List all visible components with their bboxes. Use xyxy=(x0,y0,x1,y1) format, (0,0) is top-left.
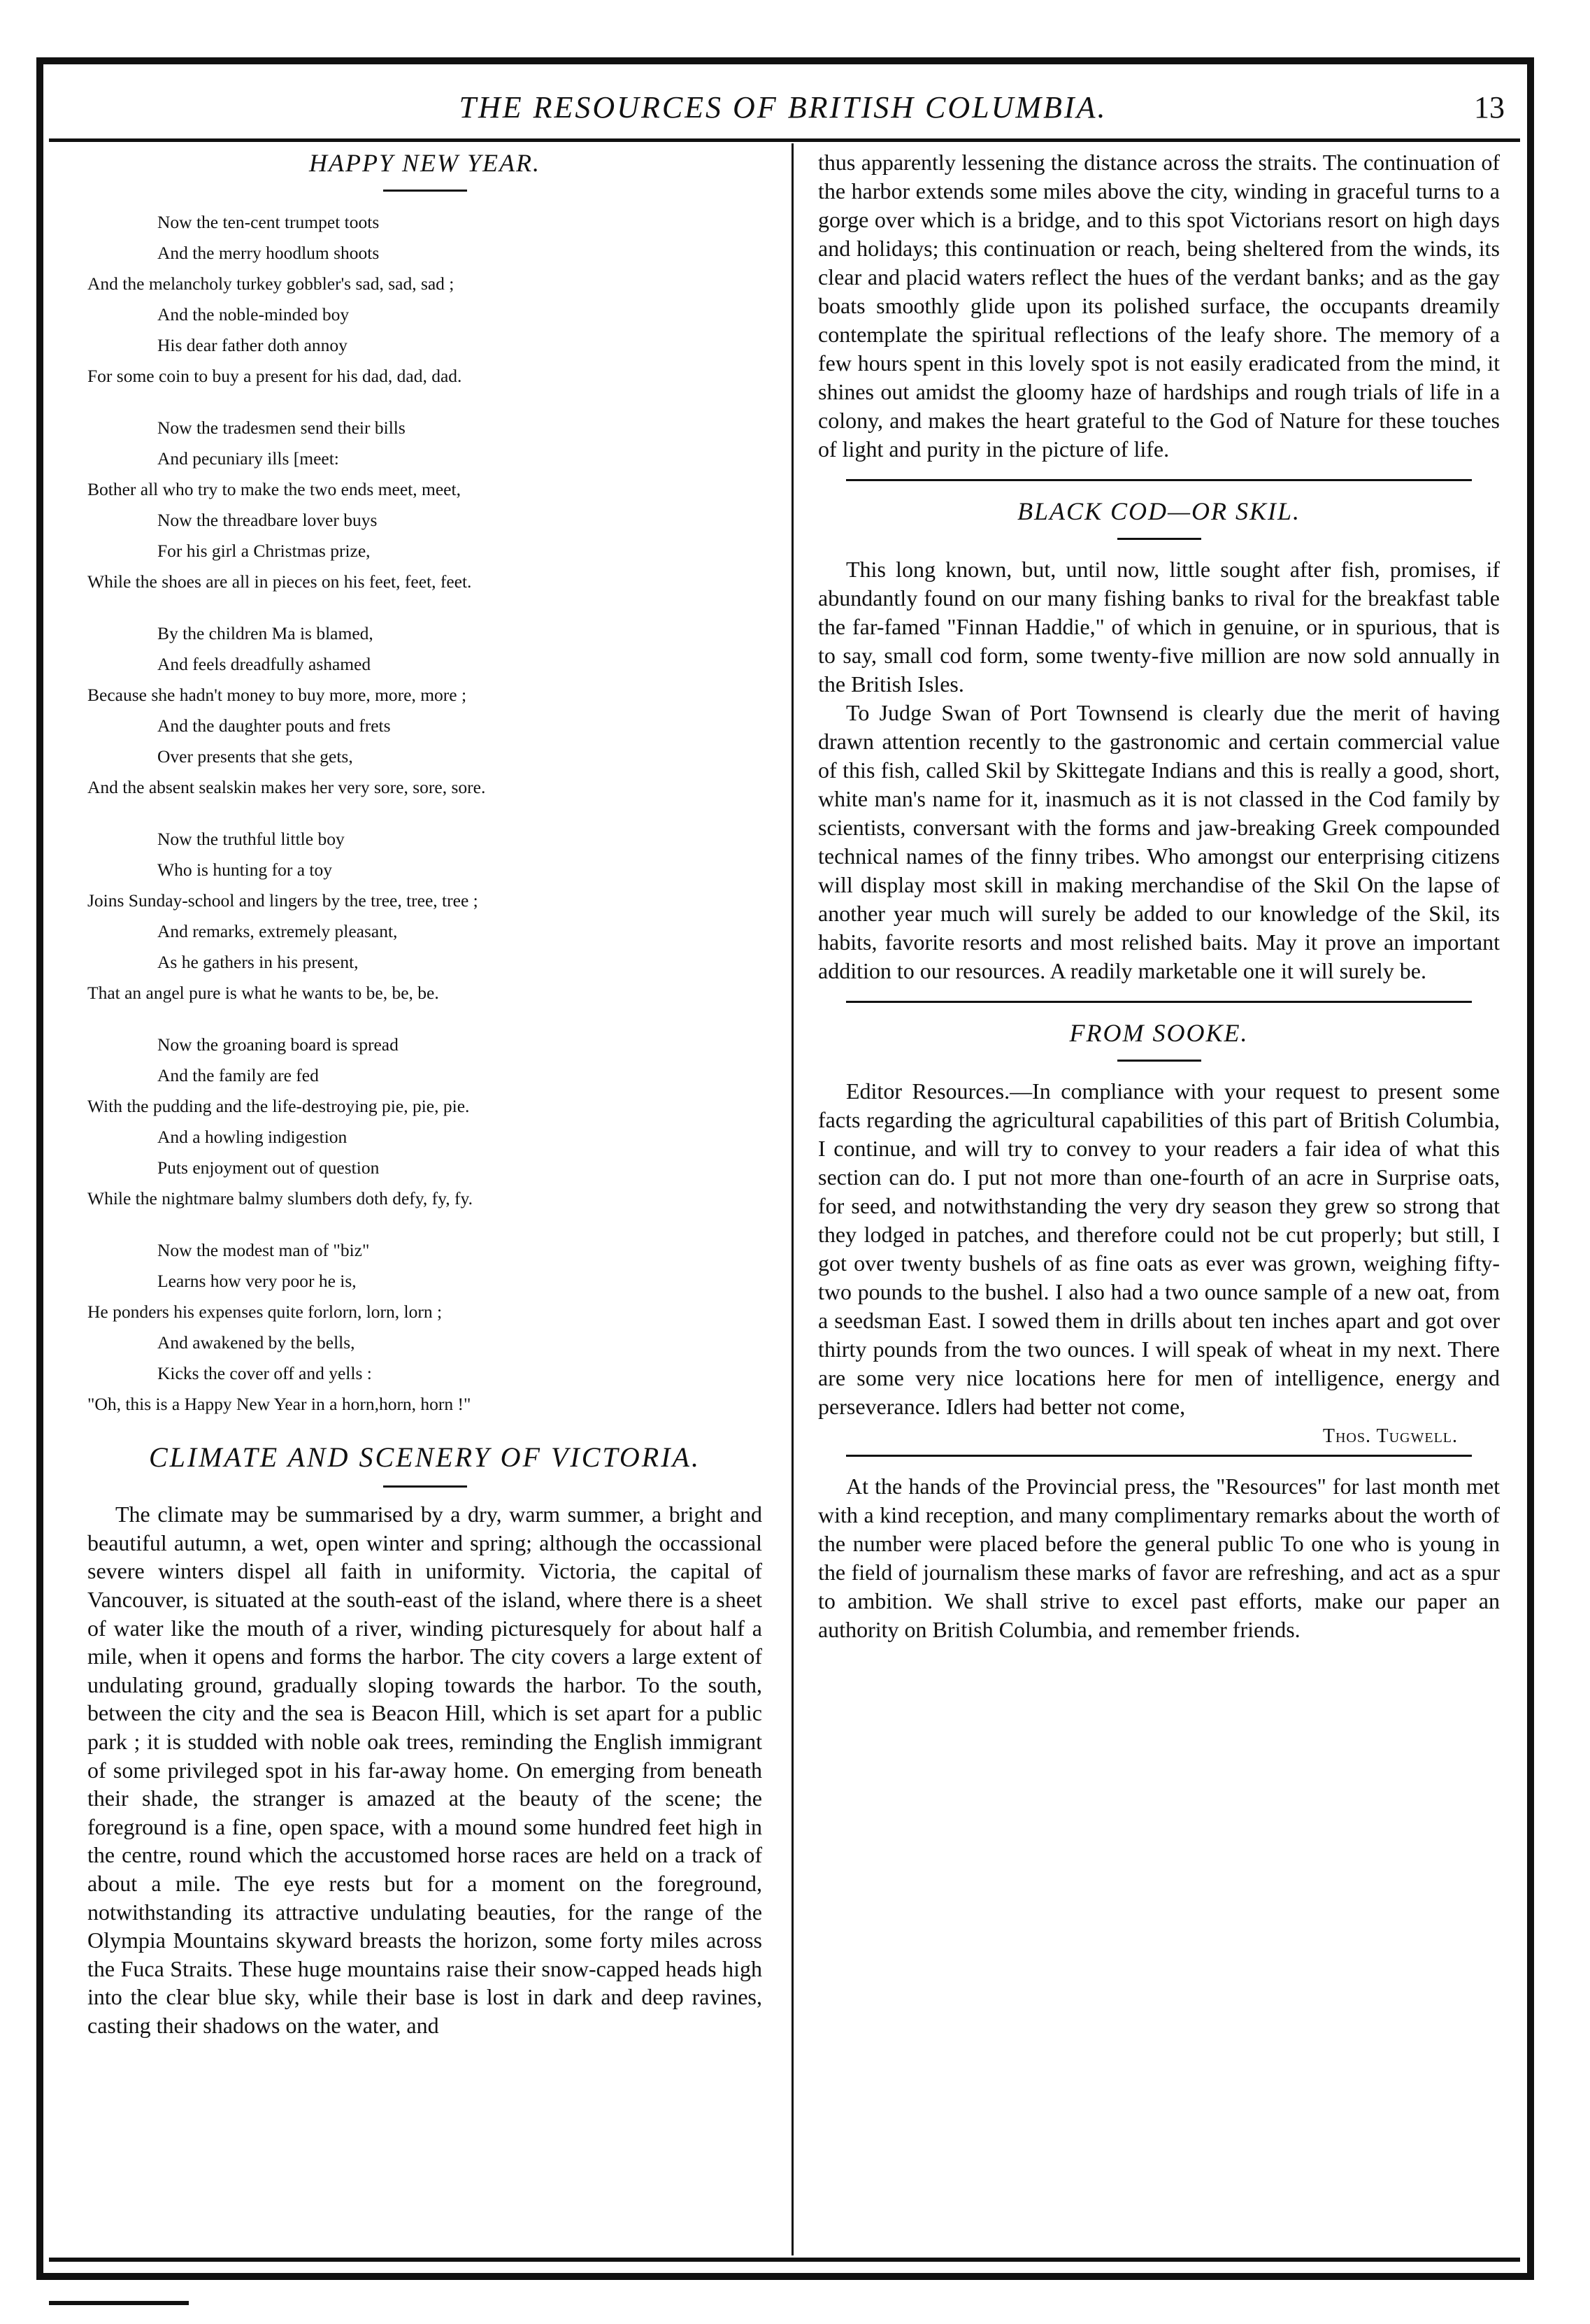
poem-line: And the melancholy turkey gobbler's sad, sad, sad ; xyxy=(87,273,454,294)
poem-line: That an angel pure is what he wants to be, be, be. xyxy=(87,983,439,1004)
title-rule xyxy=(383,190,467,192)
poem-line: Now the truthful little boy xyxy=(157,829,345,850)
poem-line: With the pudding and the life-destroying pie, pie, pie. xyxy=(87,1096,470,1117)
poem-line: Now the groaning board is spread xyxy=(157,1034,399,1055)
black-cod-title: BLACK COD—OR SKIL. xyxy=(1017,497,1301,525)
poem-line: And the noble-minded boy xyxy=(157,304,350,325)
climate-title: CLIMATE AND SCENERY OF VICTORIA. xyxy=(148,1441,701,1474)
header-rule xyxy=(49,138,1520,142)
sooke-letter: Editor Resources.—In compliance with your request to present some facts regarding the agricultural capabilities of this part of British Columbia, I continue, and will try to convey to your readers a fair idea of what this section can do. I put not more than one-fourth of an acre in Surprise oats, for seed, and notwithstanding the very dry season they grew so strong that they lodged in patches, and therefore could not be cut properly; but still, I got over twenty bushels of as fine oats as ever was grown, weighing fifty-two pounds to the bushel. I also had a two ounce sample of a new oat, from a seedsman East. I sowed them in drills about ten inches apart and got over thirty pounds from the two ounces. I will speak of wheat in my next. There are some very nice locations here for men of intelligence, energy and perseverance. Idlers had better not come, xyxy=(818,1078,1500,1420)
title-rule xyxy=(1117,538,1201,540)
poem-line: "Oh, this is a Happy New Year in a horn,horn, horn !" xyxy=(87,1394,471,1415)
poem-stanza xyxy=(87,1235,762,1420)
poem-line: And pecuniary ills [meet: xyxy=(157,448,339,469)
poem-line: Now the ten-cent trumpet toots xyxy=(157,212,380,233)
poem-line: And remarks, extremely pleasant, xyxy=(157,921,398,942)
black-cod-paragraph-2: To Judge Swan of Port Townsend is clearly due the merit of having drawn attention recently to the gastronomic and certain commercial value of this fish, called Skil by Skittegate Indians and this is really a good, short, white man's name for it, inasmuch as it is not classed in the Cod family by scientists, conversant with the forms and jaw-breaking Greek compounded technical names of the finny tribes. Who amongst our enterprising citizens will display most skill in making merchandise of the Skil On the lapse of another year much will surely be added to our knowledge of the Skil, its habits, favorite resorts and most relished baits. May it prove an important addition to our resources. A readily marketable one it will surely be. xyxy=(818,700,1500,984)
poem-line: By the children Ma is blamed, xyxy=(157,623,373,644)
poem-title: HAPPY NEW YEAR. xyxy=(309,149,540,177)
left-column xyxy=(87,148,762,2039)
climate-continuation: thus apparently lessening the distance across the straits. The continuation of the harbor extends some miles above the city, winding in graceful turns to a gorge over which is a bridge, and to this spot Victorians resort on high days and holidays; this continuation or reach, being sheltered from the winds, its clear and placid waters reflect the hues of the verdant banks; and as the gay boats smoothly glide upon its polished surface, the occupants dreamily contemplate the spiritual reflections of the leafy shore. The memory of a few hours spent in this lovely spot is not easily eradicated from the mind, it shines out amidst the gloomy haze of hardships and rough trials of life in a colony, and makes the heart grateful to the God of Nature for these touches of light and purity in the picture of life. xyxy=(818,150,1500,462)
poem-line: Joins Sunday-school and lingers by the tree, tree, tree ; xyxy=(87,890,478,911)
right-column xyxy=(818,148,1500,1644)
climate-body: The climate may be summarised by a dry, warm summer, a bright and beautiful autumn, a wet, open winter and spring; although the occassional severe winters dispel all faith in uniformity. Victoria, the capital of Vancouver, is situated at the south-east of the island, where there is a sheet of water like the mouth of a river, winding picturesquely for about half a mile, when it opens and forms the harbor. The city covers a large extent of undulating ground, gradually sloping towards the harbor. To the south, between the city and the sea is Beacon Hill, which is set apart for a public park ; it is studded with noble oak trees, reminding the English immigrant of some privileged spot in his far-away home. On emerging from beneath their shade, the stranger is amazed at the beauty of the scene; the foreground is a fine, open space, with a mound some hundred feet high in the centre, round which the accustomed horse races are held on a track of about a mile. The eye rests but for a moment on the foreground, notwithstanding its attractive undulating beauties, for the range of the Olympia Mountains skyward breasts the horizon, some forty miles across the Fuca Straits. These huge mountains raise their snow-capped heads high into the clear blue sky, while their base is lost in dark and deep ravines, casting their shadows on the water, and xyxy=(87,1502,762,2038)
poem-stanza xyxy=(87,824,762,1008)
letter-signature: Thos. Tugwell. xyxy=(1322,1425,1458,1448)
sooke-title: FROM SOOKE. xyxy=(1069,1019,1249,1048)
title-rule xyxy=(383,1485,467,1488)
poem-line: Learns how very poor he is, xyxy=(157,1271,357,1292)
poem-line: Now the threadbare lover buys xyxy=(157,510,378,531)
poem-line: While the shoes are all in pieces on his feet, feet, feet. xyxy=(87,571,472,592)
poem-line: And the family are fed xyxy=(157,1065,319,1086)
section-rule xyxy=(846,1001,1472,1003)
poem-line: Over presents that she gets, xyxy=(157,746,353,767)
section-rule xyxy=(846,1455,1472,1457)
page-corner-mark xyxy=(49,2301,189,2305)
column-divider xyxy=(792,143,794,2255)
poem-line: And the daughter pouts and frets xyxy=(157,715,391,736)
poem-line: Because she hadn't money to buy more, more, more ; xyxy=(87,685,467,706)
title-rule xyxy=(1117,1060,1201,1062)
page-number: 13 xyxy=(1474,90,1505,124)
poem-line: For his girl a Christmas prize, xyxy=(157,541,371,562)
poem-line: Puts enjoyment out of question xyxy=(157,1157,380,1178)
publication-title: THE RESOURCES OF BRITISH COLUMBIA. xyxy=(459,90,1108,124)
poem-stanza xyxy=(87,413,762,597)
press-note: At the hands of the Provincial press, the "Resources" for last month met with a kind reception, and many complimentary remarks about the worth of the number were placed before the general public To one who is young in the field of journalism these marks of favor are refreshing, and act as a spur to ambition. We shall strive to excel past efforts, make our paper an authority on British Columbia, and remember friends. xyxy=(818,1474,1500,1643)
poem-line: For some coin to buy a present for his dad, dad, dad. xyxy=(87,366,462,387)
poem-line: And awakened by the bells, xyxy=(157,1332,355,1353)
poem-line: Who is hunting for a toy xyxy=(157,860,333,881)
running-header xyxy=(56,90,1510,134)
black-cod-paragraph-1: This long known, but, until now, little sought after fish, promises, if abundantly found on our many fishing banks to rival for the breakfast table the far-famed "Finnan Haddie," of which in genuine, or in spurious, that is to say, small cod form, some twenty-five million are now sold annually in the British Isles. xyxy=(818,557,1500,697)
poem-line: His dear father doth annoy xyxy=(157,335,348,356)
poem-line: Bother all who try to make the two ends meet, meet, xyxy=(87,479,461,500)
section-rule xyxy=(846,479,1472,481)
poem-line: Now the tradesmen send their bills xyxy=(157,418,406,439)
poem-line: And the merry hoodlum shoots xyxy=(157,243,380,264)
poem-line: And the absent sealskin makes her very sore, sore, sore. xyxy=(87,777,486,798)
poem-line: And feels dreadfully ashamed xyxy=(157,654,371,675)
poem-line: While the nightmare balmy slumbers doth defy, fy, fy. xyxy=(87,1188,473,1209)
poem-stanza xyxy=(87,1029,762,1214)
poem xyxy=(87,207,762,1420)
poem-line: Now the modest man of "biz" xyxy=(157,1240,370,1261)
poem-line: He ponders his expenses quite forlorn, lorn, lorn ; xyxy=(87,1302,443,1323)
poem-stanza xyxy=(87,618,762,803)
poem-line: And a howling indigestion xyxy=(157,1127,348,1148)
poem-stanza xyxy=(87,207,762,392)
poem-line: As he gathers in his present, xyxy=(157,952,359,973)
bottom-rule xyxy=(49,2258,1520,2262)
poem-line: Kicks the cover off and yells : xyxy=(157,1363,372,1384)
